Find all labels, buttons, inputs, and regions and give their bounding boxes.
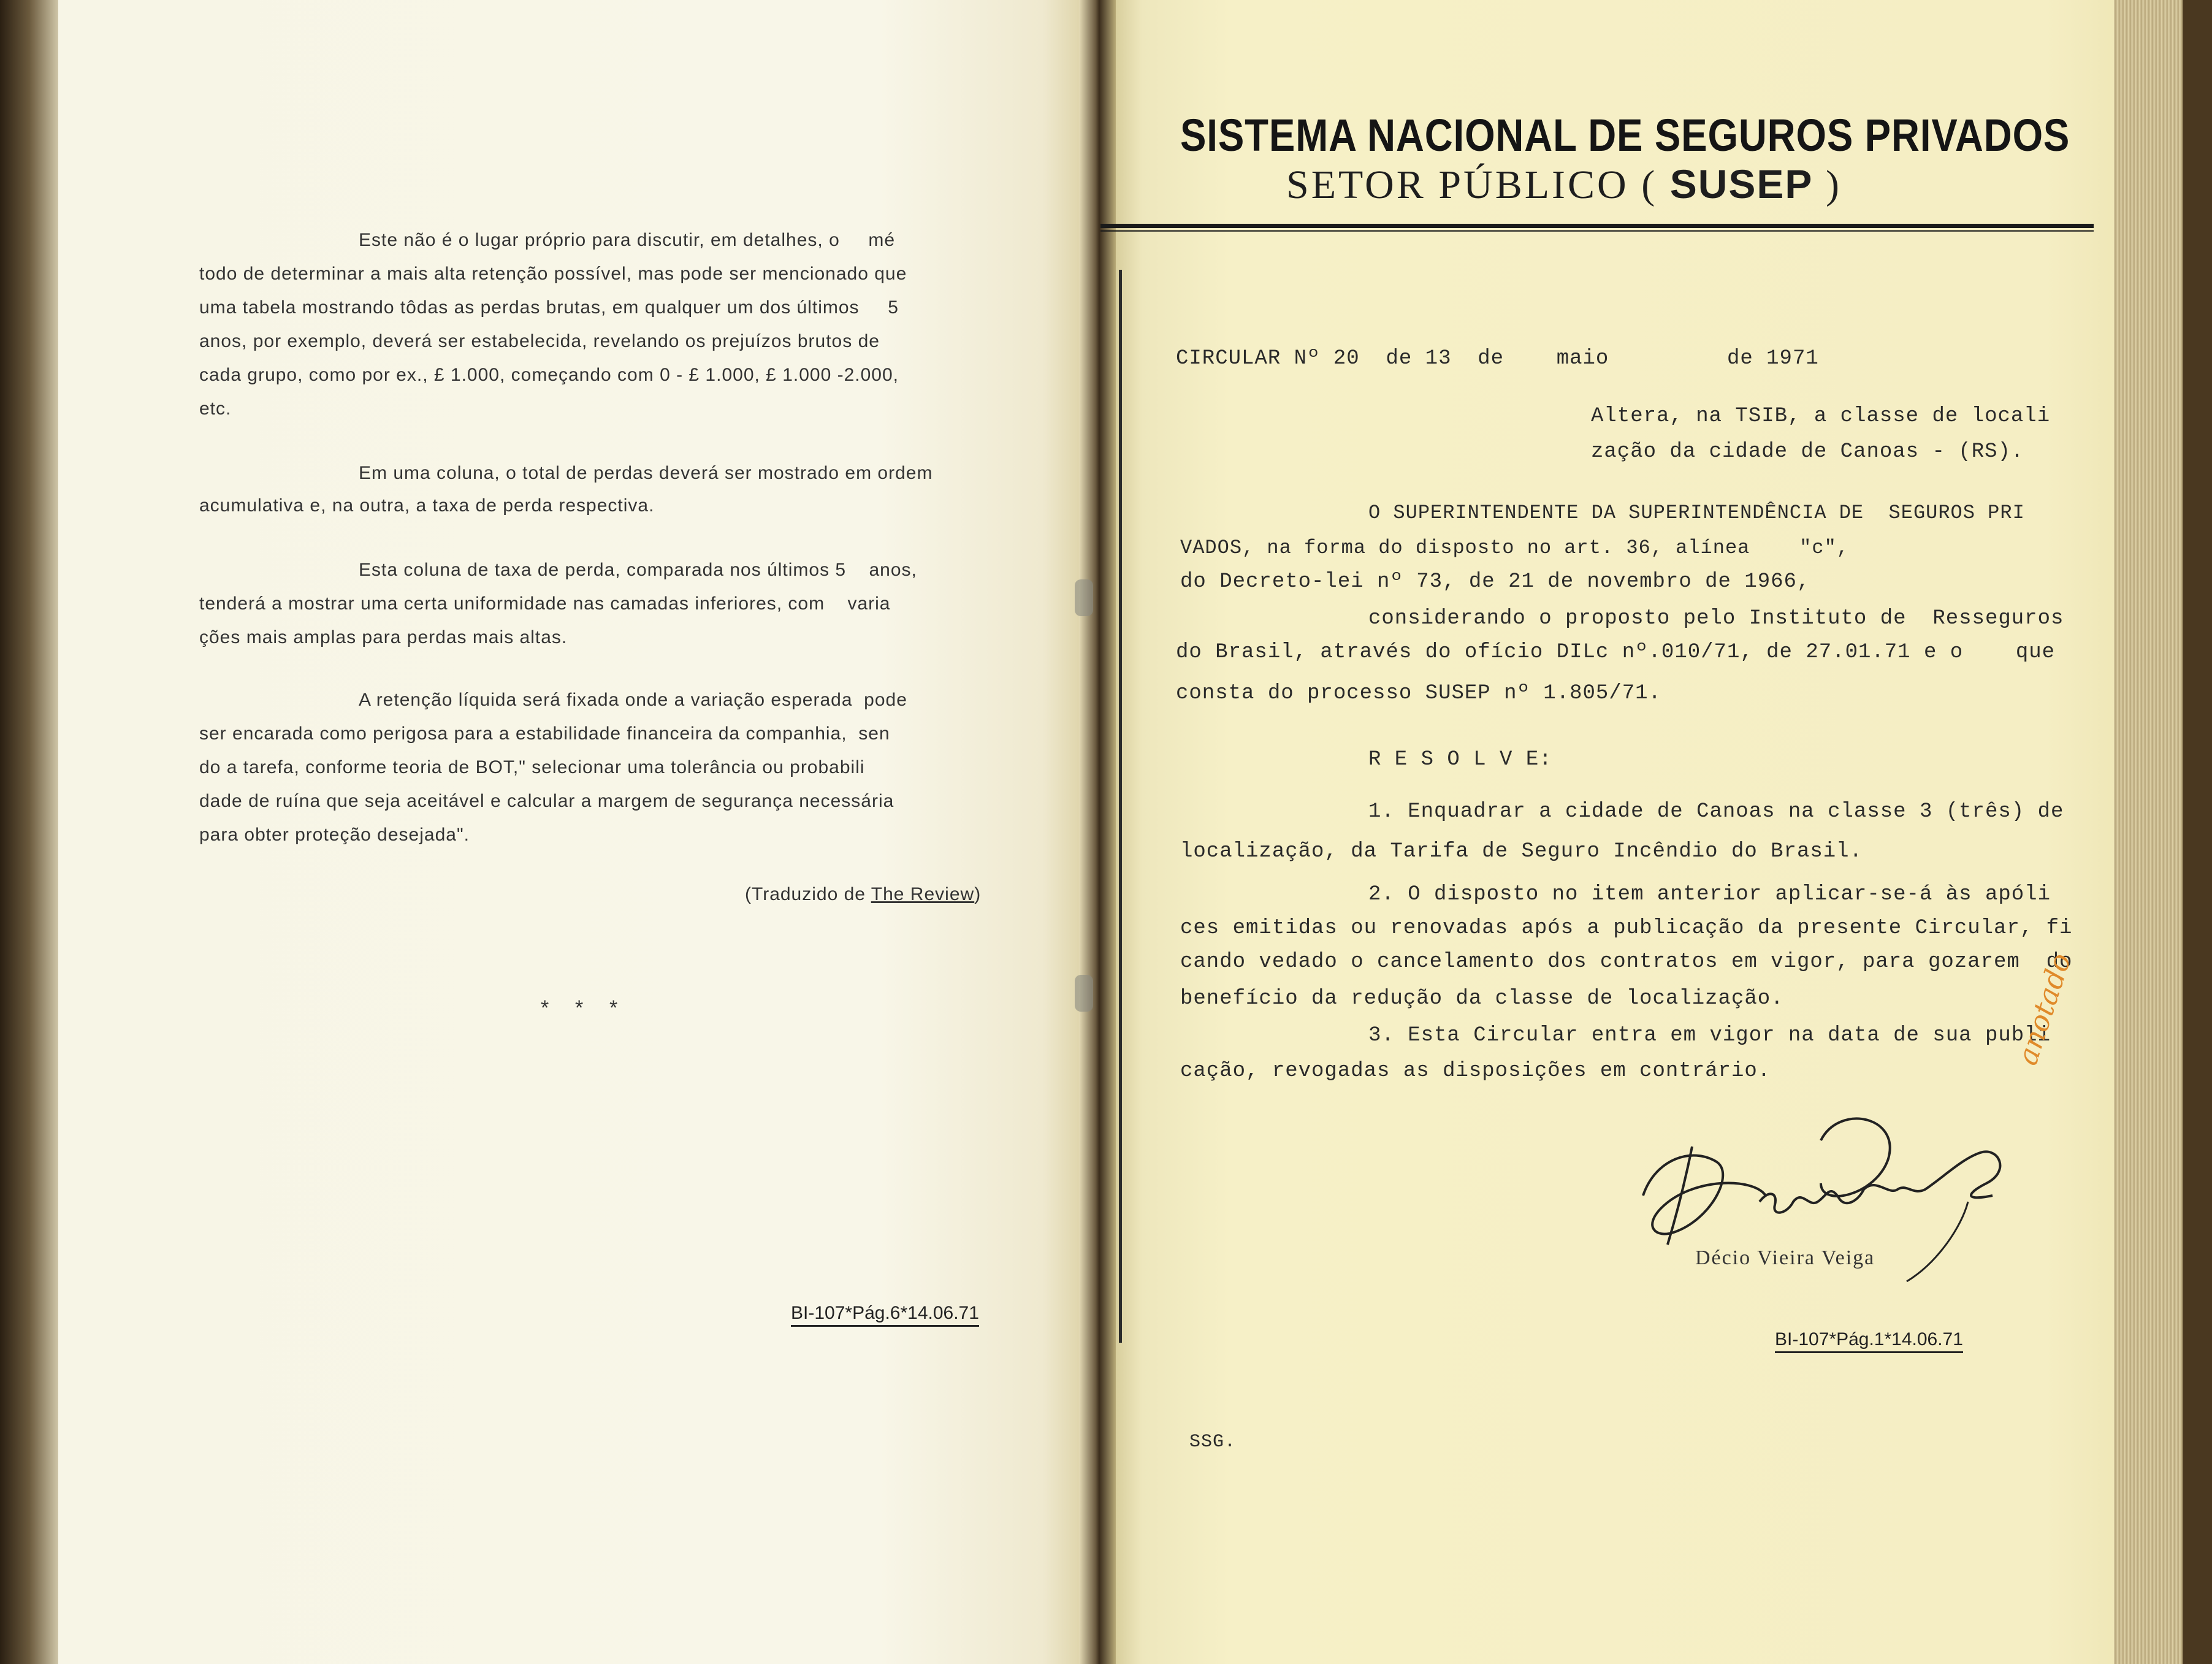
header-rule-thin bbox=[1100, 230, 2094, 232]
left-p1-line-4: anos, por exemplo, deverá ser estabelecida, revelando os prejuízos brutos de bbox=[199, 331, 880, 351]
item-line-8: cação, revogadas as disposições em contrário. bbox=[1180, 1059, 1771, 1083]
left-footer: BI-107*Pág.6*14.06.71 bbox=[791, 1303, 979, 1327]
signatory-name: Décio Vieira Veiga bbox=[1695, 1246, 1875, 1269]
left-p4-line-1: A retenção líquida será fixada onde a variação esperada pode bbox=[359, 690, 907, 710]
preamble-line-3: do Decreto-lei nº 73, de 21 de novembro de 1966, bbox=[1180, 570, 1810, 593]
item-line-7: 3. Esta Circular entra em vigor na data de sua publi bbox=[1368, 1024, 2051, 1047]
translation-source: The Review bbox=[871, 884, 975, 904]
ementa-line-2: zação da cidade de Canoas - (RS). bbox=[1591, 440, 2024, 464]
item-line-3: 2. O disposto no item anterior aplicar-se-á às apóli bbox=[1368, 883, 2051, 906]
subtitle-susep: SUSEP bbox=[1669, 161, 1813, 207]
preamble-line-1: O SUPERINTENDENTE DA SUPERINTENDÊNCIA DE SEGUROS PRI bbox=[1368, 502, 2025, 524]
item-line-2: localização, da Tarifa de Seguro Incêndio do Brasil. bbox=[1180, 840, 1863, 863]
item-line-5: cando vedado o cancelamento dos contratos em vigor, para gozarem do bbox=[1180, 950, 2073, 974]
binding-clip-icon bbox=[1075, 975, 1093, 1012]
considerando-line-1: considerando o proposto pelo Instituto de Resseguros bbox=[1368, 607, 2064, 630]
considerando-line-2: do Brasil, através do ofício DILc nº.010/71, de 27.01.71 e o que bbox=[1176, 641, 2056, 664]
left-p3-line-1: Esta coluna de taxa de perda, comparada nos últimos 5 anos, bbox=[359, 560, 917, 580]
annotation-text: anotado bbox=[2010, 949, 2078, 1069]
left-p1-line-2: todo de determinar a mais alta retenção possível, mas pode ser mencionado que bbox=[199, 264, 907, 284]
header-rule bbox=[1100, 224, 2094, 228]
resolve-heading: R E S O L V E: bbox=[1368, 748, 1552, 771]
book-cover-edge bbox=[2183, 0, 2212, 1664]
left-p1-line-6: etc. bbox=[199, 399, 232, 419]
right-page bbox=[1097, 0, 2212, 1664]
book-left-edge bbox=[0, 0, 58, 1664]
right-footer: BI-107*Pág.1*14.06.71 bbox=[1775, 1329, 1963, 1353]
left-p4-line-5: para obter proteção desejada". bbox=[199, 825, 470, 845]
item-line-4: ces emitidas ou renovadas após a publicação da presente Circular, fi bbox=[1180, 917, 2073, 940]
subtitle-prefix: SETOR PÚBLICO ( bbox=[1286, 162, 1670, 207]
page-subtitle bbox=[1286, 161, 1842, 208]
handwritten-annotation-icon bbox=[2010, 907, 2097, 1079]
left-p4-line-4: dade de ruína que seja aceitável e calcular a margem de segurança necessária bbox=[199, 791, 894, 811]
left-p4-line-3: do a tarefa, conforme teoria de BOT," selecionar uma tolerância ou probabili bbox=[199, 757, 865, 777]
left-p1-line-3: uma tabela mostrando tôdas as perdas brutas, em qualquer um dos últimos 5 bbox=[199, 297, 899, 318]
ementa-line-1: Altera, na TSIB, a classe de locali bbox=[1591, 405, 2051, 428]
item-line-1: 1. Enquadrar a cidade de Canoas na classe 3 (três) de bbox=[1368, 800, 2064, 823]
left-p3-line-2: tenderá a mostrar uma certa uniformidade nas camadas inferiores, com varia bbox=[199, 593, 891, 614]
left-p3-line-3: ções mais amplas para perdas mais altas. bbox=[199, 627, 568, 647]
item-line-6: benefício da redução da classe de localização. bbox=[1180, 987, 1784, 1010]
subtitle-suffix: ) bbox=[1813, 162, 1842, 207]
circular-number-line: CIRCULAR Nº 20 de 13 de maio de 1971 bbox=[1176, 347, 1819, 370]
translation-prefix: (Traduzido de bbox=[745, 884, 871, 904]
book-gutter bbox=[1079, 0, 1116, 1664]
left-p1-line-1: Este não é o lugar próprio para discutir, em detalhes, o mé bbox=[359, 230, 896, 250]
section-separator: * * * bbox=[541, 996, 619, 1020]
considerando-line-3: consta do processo SUSEP nº 1.805/71. bbox=[1176, 682, 1661, 705]
margin-rule bbox=[1119, 270, 1122, 1343]
page-title: SISTEMA NACIONAL DE SEGUROS PRIVADOS bbox=[1180, 110, 2070, 161]
preamble-line-2: VADOS, na forma do disposto no art. 36, alínea "c", bbox=[1180, 536, 1849, 559]
left-p2-line-1: Em uma coluna, o total de perdas deverá ser mostrado em ordem bbox=[359, 463, 933, 483]
left-p1-line-5: cada grupo, como por ex., £ 1.000, começando com 0 - £ 1.000, £ 1.000 -2.000, bbox=[199, 365, 899, 385]
left-p4-line-2: ser encarada como perigosa para a estabilidade financeira da companhia, sen bbox=[199, 723, 890, 744]
translation-suffix: ) bbox=[974, 884, 982, 904]
initials: SSG. bbox=[1189, 1432, 1237, 1452]
translation-credit bbox=[745, 884, 981, 905]
binding-clip-icon bbox=[1075, 579, 1093, 616]
left-p2-line-2: acumulativa e, na outra, a taxa de perda respectiva. bbox=[199, 495, 655, 516]
